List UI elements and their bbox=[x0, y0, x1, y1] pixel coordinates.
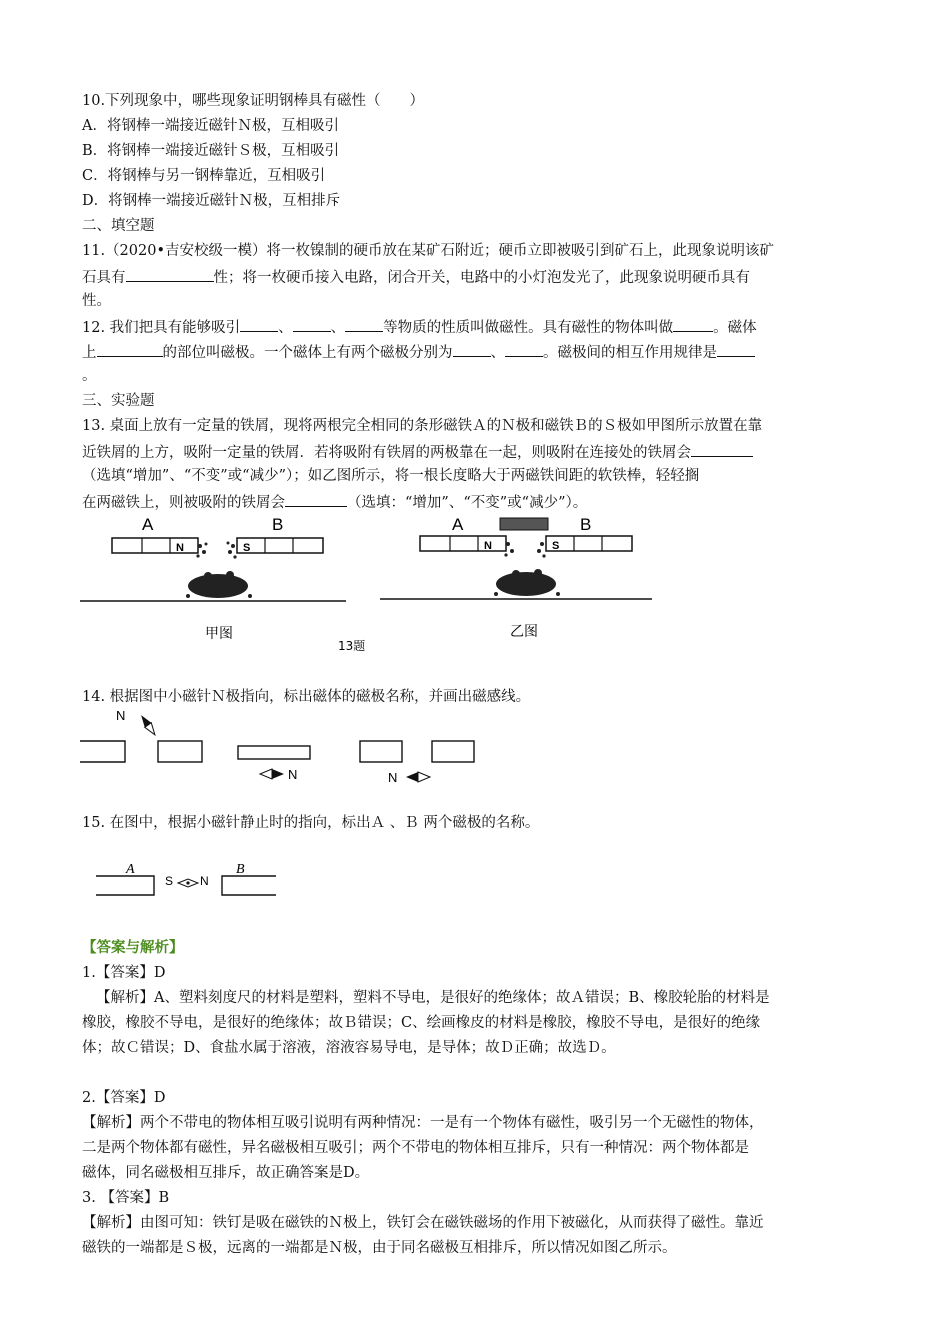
q11-line-1: 11.（2020•吉安校级一模）将一枚镍制的硬币放在某矿石附近；硬币立即被吸引到矿石上，此现象说明该矿 bbox=[82, 243, 775, 259]
analysis-2-line-1: 【解析】两个不带电的物体相互吸引说明有两种情况：一是有一个物体有磁性，吸引另一个无磁性的物体， bbox=[82, 1115, 764, 1131]
caption-jia: 甲图 bbox=[205, 626, 233, 642]
q10-option-c: C．将钢棒与另一钢棒靠近，互相吸引 bbox=[82, 168, 326, 184]
analysis-3-line-1: 【解析】由图可知：铁钉是吸在磁铁的Ｎ极上，铁钉会在磁铁磁场的作用下被磁化，从而获得了磁性。靠近 bbox=[82, 1215, 764, 1231]
compass-needle bbox=[178, 879, 198, 887]
q14-figure bbox=[80, 705, 480, 785]
needle-s-label: S bbox=[165, 874, 174, 888]
label-a: A bbox=[142, 515, 154, 534]
q11-line-3: 性。 bbox=[82, 293, 111, 309]
answers-heading: 【答案与解析】 bbox=[82, 939, 184, 956]
q12-text: 、 bbox=[278, 320, 293, 336]
q12-line-1 bbox=[82, 316, 757, 338]
soft-iron-bar bbox=[500, 518, 548, 530]
label-b: B bbox=[272, 515, 284, 534]
caption-number: 13题 bbox=[338, 639, 366, 653]
answer-blank bbox=[285, 491, 347, 507]
needle-n-label: N bbox=[200, 874, 209, 888]
compass-needle bbox=[138, 713, 158, 737]
q12-text: 。磁体 bbox=[713, 320, 757, 336]
q12-text: 、 bbox=[330, 320, 346, 336]
q12-line-3: 。 bbox=[82, 368, 97, 384]
caption-yi: 乙图 bbox=[510, 624, 538, 640]
q12-line-2 bbox=[82, 341, 755, 363]
q12-text: 上 bbox=[82, 345, 97, 361]
q13-text: 近铁屑的上方，吸附一定量的铁屑．若将吸附有铁屑的两极靠在一起，则吸附在连接处的铁屑会 bbox=[82, 445, 691, 461]
label-a: A bbox=[452, 515, 464, 534]
q13-line-3: （选填“增加”、“不变”或“减少”）；如乙图所示，将一根长度略大于两磁铁间距的软铁棒，轻轻搁 bbox=[82, 468, 700, 484]
q13-text: 在两磁铁上，则被吸附的铁屑会 bbox=[82, 495, 285, 511]
pole-b-label: B bbox=[236, 862, 245, 877]
figure-jia bbox=[80, 515, 346, 642]
q12-text: 等物质的性质叫做磁性。具有磁性的物体叫做 bbox=[383, 320, 674, 336]
q13-figure bbox=[80, 508, 660, 658]
magnet-a bbox=[96, 876, 154, 895]
q12-text: 、 bbox=[490, 345, 505, 361]
magnet-left-1 bbox=[80, 741, 125, 762]
analysis-3-line-2: 磁铁的一端都是Ｓ极，远离的一端都是Ｎ极，由于同名磁极互相排斥，所以情况如图乙所示。 bbox=[82, 1240, 677, 1256]
answer-3: 3. 【答案】B bbox=[82, 1190, 170, 1206]
analysis-2-line-2: 二是两个物体都有磁性，异名磁极相互吸引；两个不带电的物体相互排斥，只有一种情况：两个物体都是 bbox=[82, 1140, 749, 1156]
magnet-a bbox=[420, 536, 506, 551]
answer-blank bbox=[97, 341, 163, 357]
compass-n-label: N bbox=[116, 708, 126, 723]
q10-option-d: D．将钢棒一端接近磁针Ｎ极，互相排斥 bbox=[82, 193, 341, 209]
q13-line-2 bbox=[82, 441, 753, 463]
q11-text: 石具有 bbox=[82, 270, 126, 286]
answer-2: 2.【答案】D bbox=[82, 1090, 166, 1106]
magnet-b bbox=[222, 876, 276, 895]
q10-stem: 10.下列现象中，哪些现象证明钢棒具有磁性（ ） bbox=[82, 93, 425, 109]
q13-line-1: 13. 桌面上放有一定量的铁屑，现将两根完全相同的条形磁铁Ａ的Ｎ极和磁铁Ｂ的Ｓ极如甲图所示放置在靠 bbox=[82, 418, 763, 434]
magnet-right-1 bbox=[360, 741, 402, 762]
compass-needle bbox=[406, 772, 430, 782]
q10-option-a: A．将钢棒一端接近磁针Ｎ极，互相吸引 bbox=[82, 118, 339, 134]
magnet-left-2 bbox=[158, 741, 202, 762]
magnet-right-2 bbox=[432, 741, 474, 762]
pole-s: S bbox=[552, 540, 560, 552]
label-b: B bbox=[580, 515, 592, 534]
pole-n: N bbox=[484, 540, 492, 552]
analysis-1-line-3: 体；故Ｃ错误；D、食盐水属于溶液，溶液容易导电，是导体；故Ｄ正确；故选Ｄ。 bbox=[82, 1040, 616, 1056]
pole-s: S bbox=[243, 542, 251, 554]
q15-stem: 15. 在图中，根据小磁针静止时的指向，标出Ａ 、Ｂ 两个磁极的名称。 bbox=[82, 815, 540, 831]
compass-needle bbox=[260, 769, 284, 779]
answer-blank bbox=[240, 316, 278, 332]
answer-blank bbox=[691, 441, 753, 457]
q14-stem: 14. 根据图中小磁针Ｎ极指向，标出磁体的磁极名称，并画出磁感线。 bbox=[82, 689, 531, 705]
answer-blank bbox=[126, 266, 214, 282]
compass-n-label: N bbox=[288, 767, 298, 782]
q12-text: 12. 我们把具有能够吸引 bbox=[82, 320, 241, 336]
answer-blank bbox=[505, 341, 543, 357]
section-heading-fill-in: 二、填空题 bbox=[82, 218, 155, 234]
iron-filings bbox=[494, 542, 560, 596]
magnet-middle bbox=[238, 746, 310, 759]
section-heading-experiment: 三、实验题 bbox=[82, 393, 155, 409]
answer-blank bbox=[345, 316, 383, 332]
answer-blank bbox=[293, 316, 331, 332]
analysis-1-line-1: 【解析】A、塑料刻度尺的材料是塑料，塑料不导电，是很好的绝缘体；故Ａ错误；B、橡胶轮胎的材料是 bbox=[96, 990, 770, 1006]
analysis-1-line-2: 橡胶，橡胶不导电，是很好的绝缘体；故Ｂ错误；C、绘画橡皮的材料是橡胶，橡胶不导电，是很好的绝缘 bbox=[82, 1015, 761, 1031]
q11-text: 性；将一枚硬币接入电路，闭合开关，电路中的小灯泡发光了，此现象说明硬币具有 bbox=[213, 270, 750, 286]
pole-n: N bbox=[176, 542, 184, 554]
magnet-a bbox=[112, 538, 198, 553]
compass-n-label: N bbox=[388, 770, 398, 785]
q12-text: 的部位叫磁极。一个磁体上有两个磁极分别为 bbox=[162, 345, 453, 361]
q11-line-2 bbox=[82, 266, 750, 288]
answer-blank bbox=[673, 316, 713, 332]
q10-option-b: B．将钢棒一端接近磁针Ｓ极，互相吸引 bbox=[82, 143, 340, 159]
analysis-2-line-3: 磁体，同名磁极相互排斥，故正确答案是D。 bbox=[82, 1165, 370, 1181]
answer-1: 1.【答案】D bbox=[82, 965, 166, 981]
pole-a-label: A bbox=[126, 862, 135, 877]
q13-text: （选填：“增加”、“不变”或“减少”）。 bbox=[347, 495, 588, 511]
figure-yi bbox=[380, 515, 652, 640]
answer-blank bbox=[717, 341, 755, 357]
answer-blank bbox=[453, 341, 491, 357]
q15-figure bbox=[92, 855, 292, 901]
q12-text: 。磁极间的相互作用规律是 bbox=[543, 345, 717, 361]
